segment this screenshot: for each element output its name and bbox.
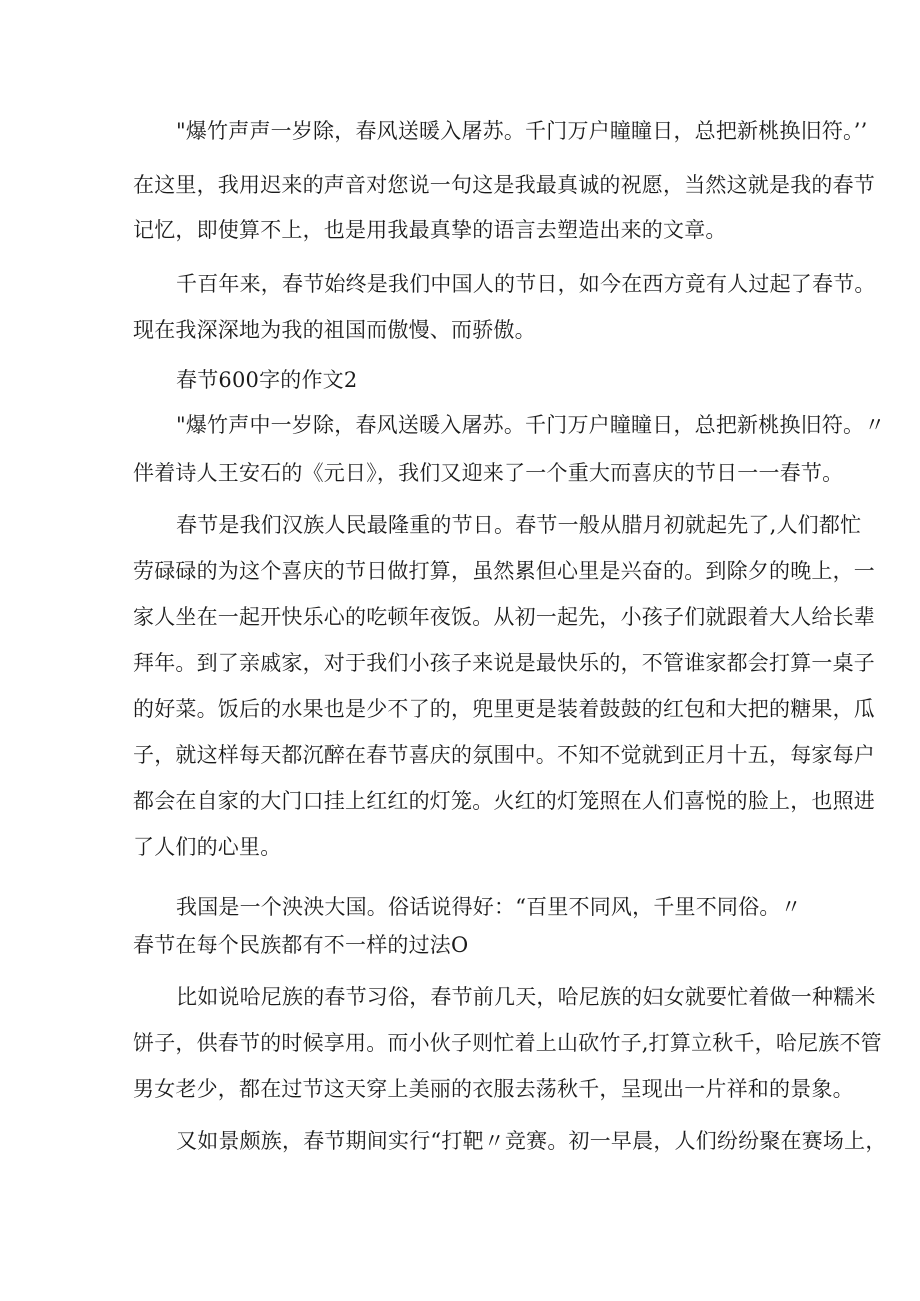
text-line: 现在我深深地为我的祖国而傲慢、而骄傲。 [133,318,536,342]
text-line: 了人们的心里。 [133,835,282,859]
text-line: "爆竹声中一岁除，春风送暖入屠苏。千门万户瞳瞳日，总把新桃换旧符。〃 [176,413,886,437]
text-line: 春节在每个民族都有不一样的过法O [133,933,469,957]
text-line: 拜年。到了亲戚家，对于我们小孩子来说是最快乐的，不管谁家都会打算一桌子 [133,651,875,675]
text-line: 家人坐在一起开快乐心的吃顿年夜饭。从初一起先，小孩子们就跟着大人给长辈 [133,605,875,629]
text-line: 都会在自家的大门口挂上红红的灯笼。火红的灯笼照在人们喜悦的脸上，也照进 [133,789,875,813]
text-line: 子，就这样每天都沉醉在春节喜庆的氛围中。不知不觉就到正月十五，每家每户 [133,743,875,767]
text-line: 千百年来，春节始终是我们中国人的节日，如今在西方竟有人过起了春节。 [176,272,876,296]
section-heading: 春节600字的作文2 [176,368,358,392]
text-line: 饼子，供春节的时候享用。而小伙子则忙着上山砍竹子,打算立秋千，哈尼族不管 [133,1031,882,1055]
text-line: "爆竹声声一岁除，春风送暖入屠苏。千门万户瞳瞳日，总把新桃换旧符。’’ [176,119,868,143]
text-line: 我国是一个泱泱大国。俗话说得好：“百里不同风，千里不同俗。〃 [176,895,802,919]
text-line: 伴着诗人王安石的《元日》，我们又迎来了一个重大而喜庆的节日一一春节。 [133,461,844,485]
text-line: 在这里，我用迟来的声音对您说一句这是我最真诚的祝愿，当然这就是我的春节 [133,173,875,197]
text-line: 男女老少，都在过节这天穿上美丽的衣服去荡秋千，呈现出一片祥和的景象。 [133,1077,854,1101]
text-line: 比如说哈尼族的春节习俗，春节前几天，哈尼族的妇女就要忙着做一种糯米 [176,985,876,1009]
text-line: 春节是我们汉族人民最隆重的节日。春节一般从腊月初就起先了,人们都忙 [176,513,862,537]
text-line: 记忆，即使算不上，也是用我最真挚的语言去塑造出来的文章。 [133,218,727,242]
text-line: 的好菜。饭后的水果也是少不了的，兜里更是装着鼓鼓的红包和大把的糖果，瓜 [133,697,875,721]
text-line: 劳碌碌的为这个喜庆的节日做打算，虽然累但心里是兴奋的。到除夕的晚上，一 [133,559,875,583]
text-line: 又如景颇族，春节期间实行“打靶〃竞赛。初一早晨，人们纷纷聚在赛场上， [176,1129,887,1153]
